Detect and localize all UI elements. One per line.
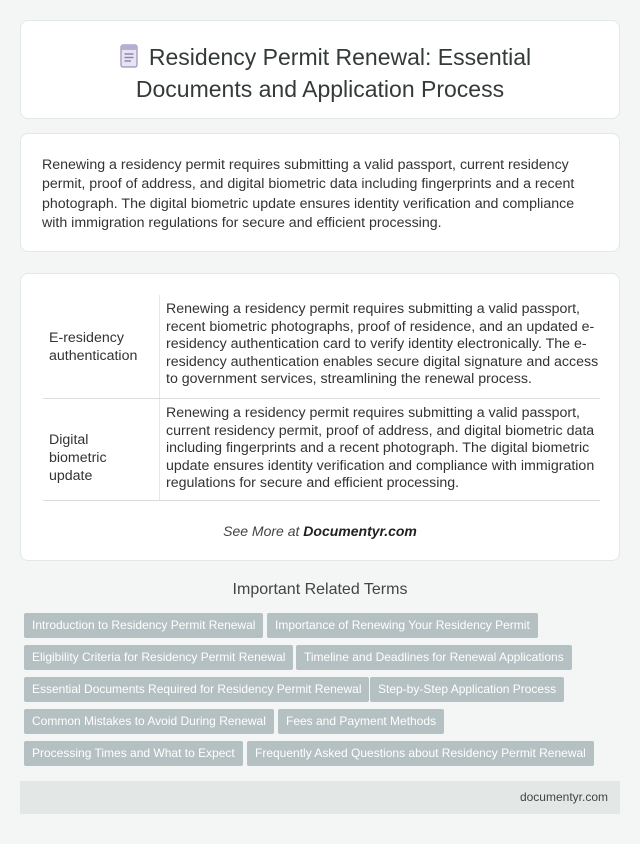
see-more-link[interactable]: Documentyr.com: [303, 523, 417, 539]
related-term-tag[interactable]: Introduction to Residency Permit Renewal: [24, 613, 263, 638]
related-term-tag[interactable]: Frequently Asked Questions about Residency Permit Renewal: [247, 741, 594, 766]
related-term-tag[interactable]: Timeline and Deadlines for Renewal Applications: [296, 645, 572, 670]
summary-text: Renewing a residency permit requires submitting a valid passport, current residency permit, proof of address, and digital biometric data including fingerprints and a recent photograph. The digital biometric update ensures identity verification and compliance with immigration regulations for secure and efficient processing.: [42, 157, 575, 231]
terms-table-card: [20, 273, 620, 561]
related-term-tag[interactable]: Common Mistakes to Avoid During Renewal: [24, 709, 274, 734]
title-line-1: Residency Permit Renewal: Essential: [148, 44, 532, 70]
related-term-tag[interactable]: Essential Documents Required for Residency Permit Renewal: [24, 677, 369, 702]
footer-site[interactable]: documentyr.com: [519, 790, 608, 804]
related-term-tag[interactable]: Eligibility Criteria for Residency Permit Renewal: [24, 645, 293, 670]
see-more-prefix: See More at: [223, 523, 304, 539]
description-cell: Renewing a residency permit requires submitting a valid passport, current residency permit, proof of address, and digital biometric data including fingerprints and a recent photograph. The digital biometric update ensures identity verification and compliance with immigration regulations for secure and efficient processing.: [166, 405, 595, 492]
title-line-2: Documents and Application Process: [135, 76, 505, 102]
document-icon: [109, 44, 149, 75]
related-term-tag[interactable]: Processing Times and What to Expect: [24, 741, 243, 766]
related-term-tag[interactable]: Step-by-Step Application Process: [370, 677, 564, 702]
footer: [20, 781, 620, 814]
description-cell: Renewing a residency permit requires submitting a valid passport, recent biometric photographs, proof of residence, and an updated e-residency authentication card to verify identity electronically. The e-residency authentication enables secure digital signature and access to government services, streamlining the renewal process.: [166, 301, 599, 388]
term-cell: E-residency authentication: [49, 330, 138, 364]
related-term-tag[interactable]: Importance of Renewing Your Residency Permit: [267, 613, 538, 638]
term-cell: Digital biometric update: [49, 432, 107, 484]
title-card: [20, 20, 620, 119]
page-title: [21, 43, 619, 104]
summary-card: [20, 133, 620, 252]
see-more-line: [21, 523, 619, 539]
table-row: [43, 295, 600, 399]
related-terms-heading: Important Related Terms: [232, 581, 408, 598]
table-row: [43, 399, 600, 501]
related-term-tag[interactable]: Fees and Payment Methods: [278, 709, 444, 734]
